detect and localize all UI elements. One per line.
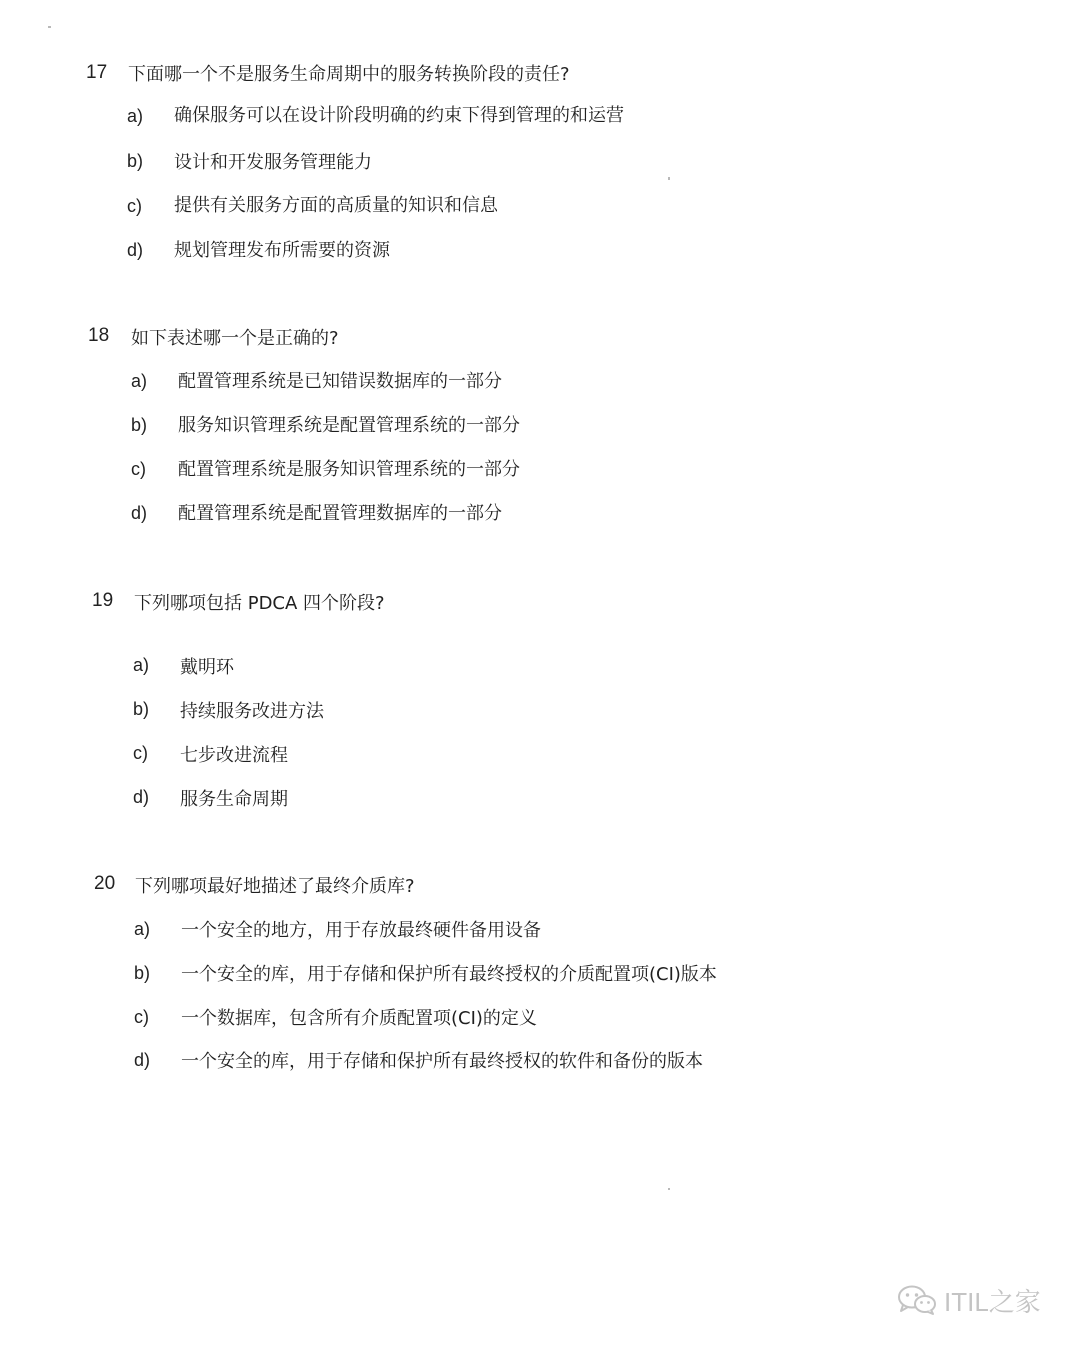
scan-speck [668,1188,670,1190]
option-letter: c) [134,1007,149,1027]
question-number: 18 [88,325,110,346]
option-text: 一个安全的地方，用于存放最终硬件备用设备 [181,920,541,941]
question-text: 如下表述哪一个是正确的? [131,328,339,349]
option-text: 戴明环 [180,657,234,678]
scan-speck [48,26,51,28]
option-letter: b) [133,699,150,719]
option-text: 提供有关服务方面的高质量的知识和信息 [174,195,498,216]
question-text: 下面哪一个不是服务生命周期中的服务转换阶段的责任? [128,64,570,85]
option-text: 配置管理系统是配置管理数据库的一部分 [178,503,502,524]
option-text: 一个数据库，包含所有介质配置项(CI)的定义 [181,1008,537,1029]
option-text: 一个安全的库，用于存储和保护所有最终授权的介质配置项(CI)版本 [181,964,717,985]
question-number: 19 [92,590,114,611]
option-letter: b) [131,415,148,435]
option-letter: a) [133,655,150,675]
option-text: 持续服务改进方法 [180,701,324,722]
option-text: 七步改进流程 [180,745,288,766]
option-letter: a) [134,919,151,939]
option-letter: b) [134,963,151,983]
watermark-text: ITIL之家 [944,1286,1041,1317]
option-letter: a) [127,106,144,126]
option-letter: d) [127,240,144,260]
option-letter: b) [127,151,144,171]
option-letter: d) [131,503,148,523]
option-text: 配置管理系统是已知错误数据库的一部分 [178,371,502,392]
option-letter: a) [131,371,148,391]
option-text: 服务知识管理系统是配置管理系统的一部分 [178,415,520,436]
option-letter: c) [131,459,146,479]
option-text: 设计和开发服务管理能力 [174,152,372,173]
option-letter: d) [133,787,150,807]
question-text: 下列哪项包括 PDCA 四个阶段? [134,593,385,614]
option-text: 一个安全的库，用于存储和保护所有最终授权的软件和备份的版本 [181,1051,703,1072]
option-letter: c) [127,196,142,216]
option-letter: d) [134,1050,151,1070]
watermark [896,1283,1041,1317]
question-number: 20 [94,873,116,894]
question-text: 下列哪项最好地描述了最终介质库? [135,876,415,897]
option-text: 服务生命周期 [180,789,288,810]
question-number: 17 [86,62,108,83]
wechat-icon [896,1284,938,1316]
option-letter: c) [133,743,148,763]
scan-speck [668,177,670,180]
option-text: 确保服务可以在设计阶段明确的约束下得到管理的和运营 [174,105,624,126]
option-text: 规划管理发布所需要的资源 [174,240,390,261]
option-text: 配置管理系统是服务知识管理系统的一部分 [178,459,520,480]
